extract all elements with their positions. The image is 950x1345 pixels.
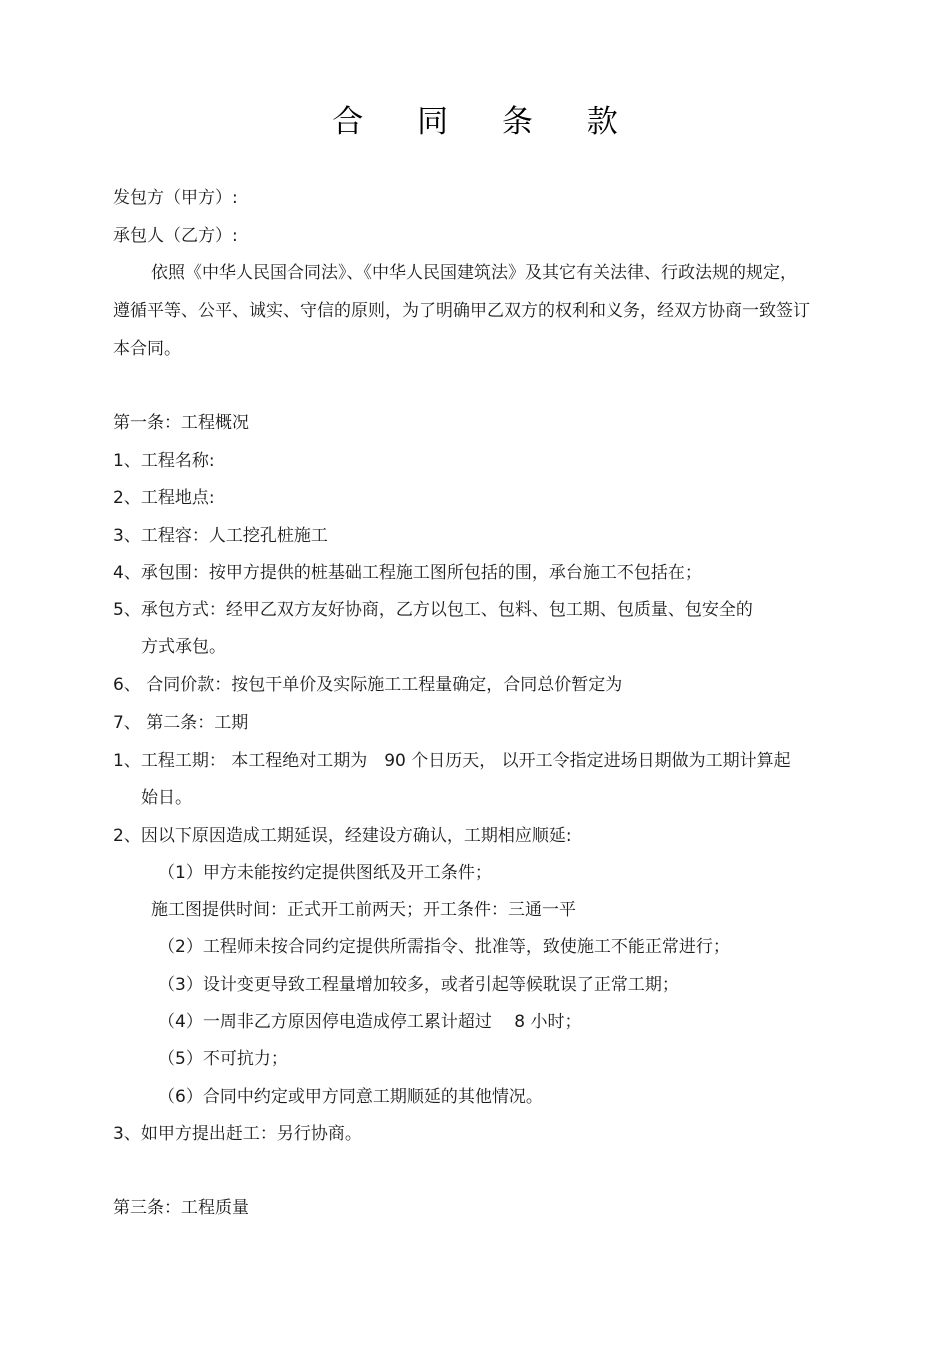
clause-item: 3、如甲方提出赶工：另行协商。 xyxy=(113,1124,362,1144)
sub-clause-item: （1）甲方未能按约定提供图纸及开工条件； xyxy=(158,863,492,883)
clause-item: 3、工程容：人工挖孔桩施工 xyxy=(113,526,328,546)
clause-item-continuation: 始日。 xyxy=(141,788,192,808)
clause-item-continuation: 方式承包。 xyxy=(141,637,226,657)
party-a-label: 发包方（甲方）: xyxy=(113,188,238,208)
sub-clause-item: （3）设计变更导致工程量增加较多，或者引起等候耽误了正常工期； xyxy=(158,975,679,995)
clause-item: 5、承包方式：经甲乙双方友好协商，乙方以包工、包料、包工期、包质量、包安全的 xyxy=(113,600,753,620)
article-3-heading: 第三条：工程质量 xyxy=(113,1198,249,1218)
sub-clause-item: （2）工程师未按合同约定提供所需指令、批准等，致使施工不能正常进行； xyxy=(158,937,730,957)
article-2-heading: 7、 第二条：工期 xyxy=(113,713,249,733)
party-b-label: 承包人（乙方）: xyxy=(113,226,238,246)
sub-clause-note: 施工图提供时间：正式开工前两天；开工条件：三通一平 xyxy=(151,900,576,920)
article-1-heading: 第一条：工程概况 xyxy=(113,413,249,433)
clause-item: 1、工程工期： 本工程绝对工期为 90 个日历天， 以开工令指定进场日期做为工期计算起 xyxy=(113,751,791,771)
clause-item: 6、 合同价款：按包干单价及实际施工工程量确定，合同总价暂定为 xyxy=(113,675,623,695)
clause-item: 2、因以下原因造成工期延误，经建设方确认，工期相应顺延: xyxy=(113,826,572,846)
sub-clause-item: （4）一周非乙方原因停电造成停工累计超过 8 小时； xyxy=(158,1012,582,1032)
clause-item: 2、工程地点: xyxy=(113,488,215,508)
intro-paragraph: 依照《中华人民国合同法》、《中华人民国建筑法》及其它有关法律、行政法规的规定，遵循平等、公平、诚实、守信的原则，为了明确甲乙双方的权利和义务，经双方协商一致签订本合同。 xyxy=(113,263,810,359)
document-title: 合 同 条 款 xyxy=(332,104,640,140)
clause-item: 4、承包围：按甲方提供的桩基础工程施工图所包括的围，承台施工不包括在； xyxy=(113,563,702,583)
sub-clause-item: （6）合同中约定或甲方同意工期顺延的其他情况。 xyxy=(158,1087,543,1107)
sub-clause-item: （5）不可抗力； xyxy=(158,1049,288,1069)
clause-item: 1、工程名称: xyxy=(113,451,215,471)
